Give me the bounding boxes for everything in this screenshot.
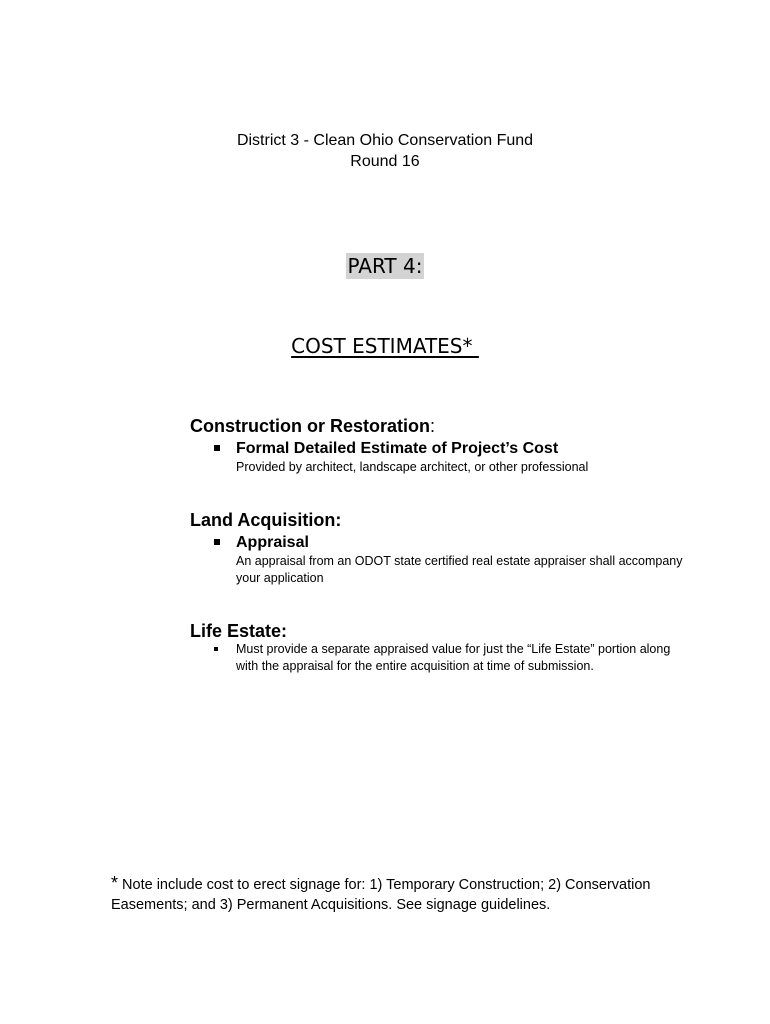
- part-title: PART 4:: [347, 254, 423, 278]
- section-heading-construction: [190, 415, 435, 437]
- footnote-asterisk: *: [111, 873, 119, 893]
- header-title-line: District 3 - Clean Ohio Conservation Fund: [236, 132, 534, 149]
- bullet-description: Must provide a separate appraised value for just the “Life Estate” portion along with the appraisal for the entire acquisition at time of submission.: [236, 642, 671, 673]
- bullet-description: Provided by architect, landscape architect, or other professional: [236, 460, 589, 474]
- bullet-title: Formal Detailed Estimate of Project’s Cost: [236, 440, 559, 457]
- cost-estimates-title: COST ESTIMATES*: [291, 334, 479, 358]
- square-bullet-icon: [214, 647, 218, 651]
- section-heading-colon: :: [430, 416, 436, 436]
- section-heading-life-estate: Life Estate:: [190, 621, 288, 641]
- bullet-title: Appraisal: [236, 534, 309, 551]
- footnote-text: Note include cost to erect signage for: 1) Temporary Construction; 2) Conservation Easements; and 3) Permanent Acquisitions. See signage guidelines.: [111, 877, 651, 913]
- part-title-wrapper: [0, 253, 770, 279]
- cost-title-wrapper: [0, 333, 770, 359]
- section-heading-text: Construction or Restoration: [190, 416, 431, 436]
- footnote: [111, 873, 711, 915]
- square-bullet-icon: [214, 539, 220, 545]
- header-round-line: Round 16: [350, 153, 420, 170]
- bullet-description: An appraisal from an ODOT state certified real estate appraiser shall accompany your application: [236, 554, 683, 585]
- section-heading-land-acquisition: Land Acquisition:: [190, 510, 342, 530]
- square-bullet-icon: [214, 445, 220, 451]
